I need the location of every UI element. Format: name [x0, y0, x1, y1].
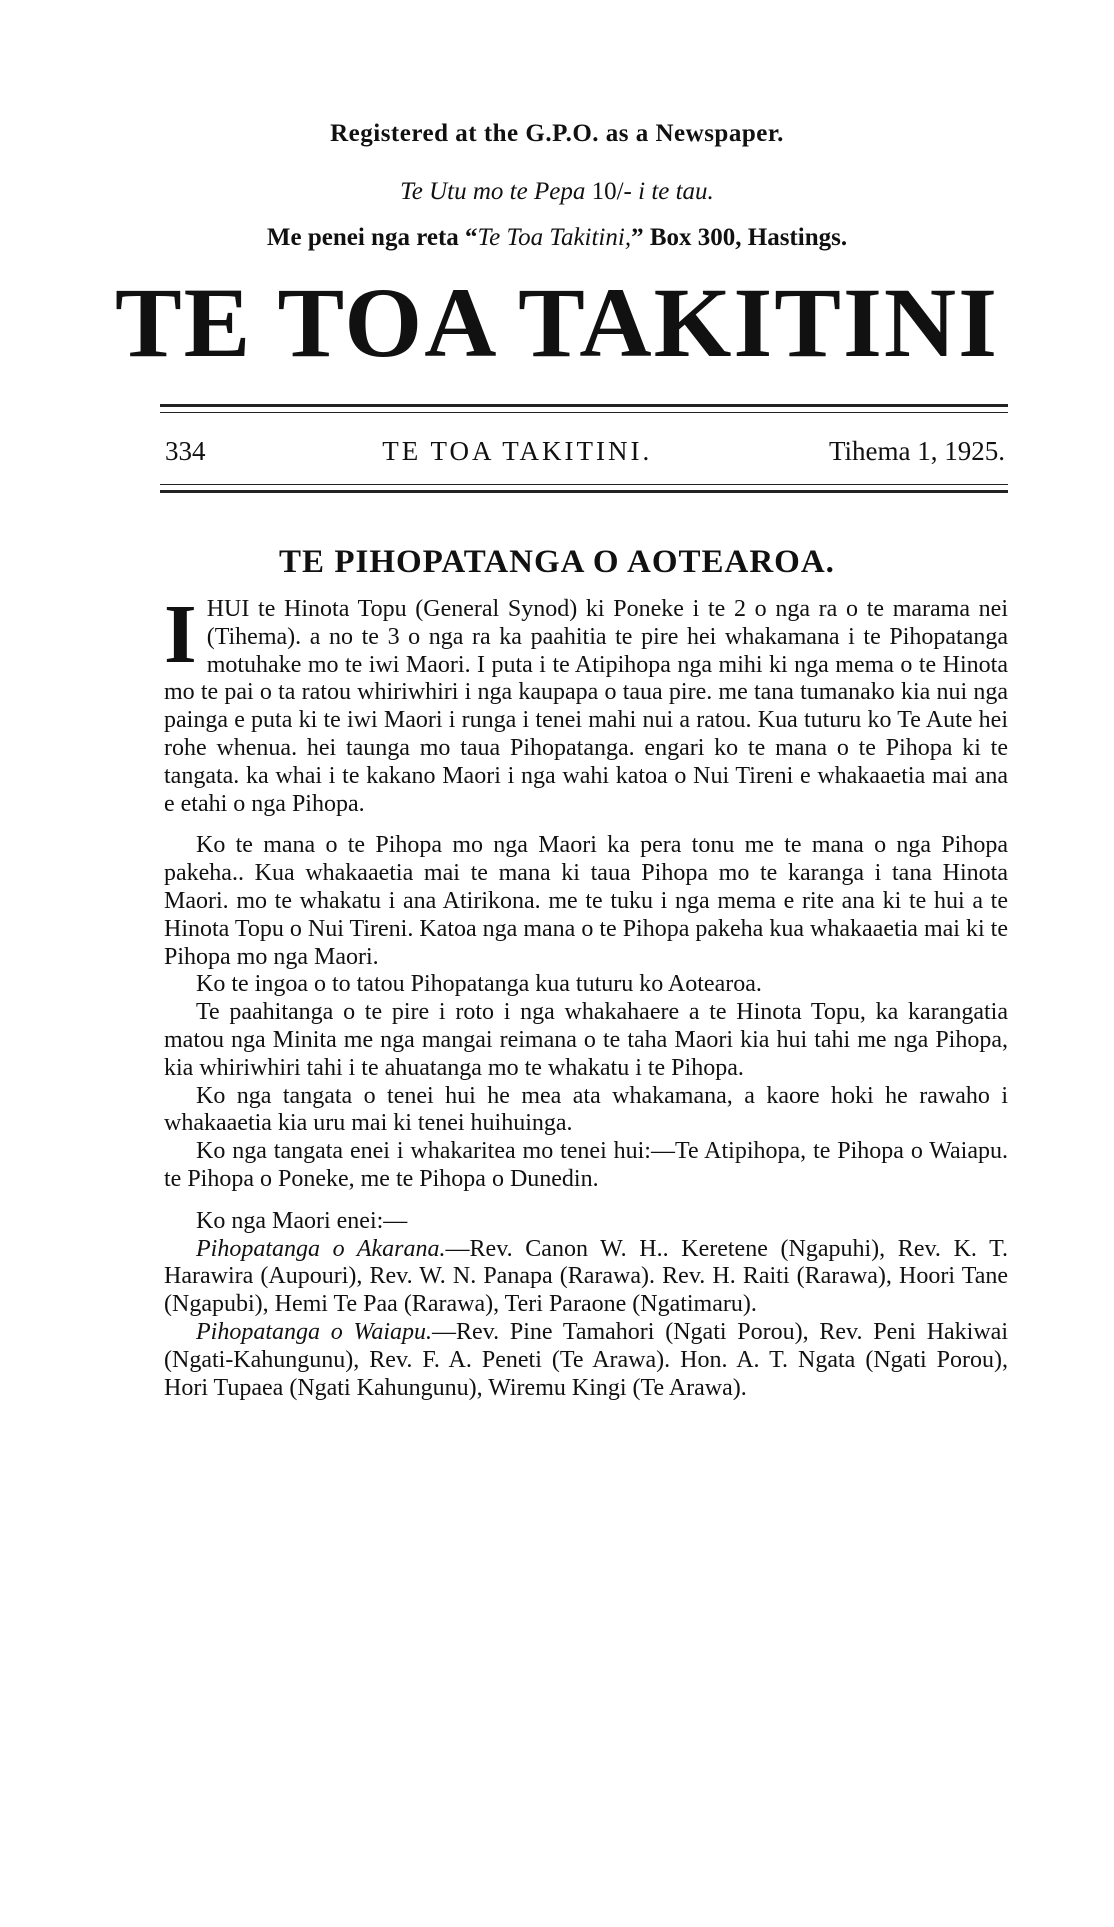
diocese-members: —Rev. Canon W. H.. Keretene (Ngapuhi), Rev. K. T. Harawira (Aupouri), Rev. W. N. Panapa (Rarawa). Rev. H. Raiti (Rarawa), Hoori Tane (Ngapubi), Hemi Te Paa (Rarawa), Teri Paraone (Ngatimaru).	[164, 1235, 1008, 1318]
article-paragraph-4: Te paahitanga o te pire i roto i nga whakahaere a te Hinota Topu, ka karangatia matou nga Minita me nga mangai reimana o te taha Maori kia hui tahi me nga Pihopa, kia whiriwhiri tahi i te ahuatanga mo te whakatu i te Pihopa.	[164, 999, 1008, 1081]
article-paragraph-2: Ko te mana o te Pihopa mo nga Maori ka pera tonu me te mana o nga Pihopa pakeha.. Kua whakaaetia mai te mana ki taua Pihopa mo te karanga i tana Hinota Maori. mo te whakatu i ana Atirikona. me te tuku i nga mema e rite ana ki te hui a te Hinota Topu o Nui Tireni. Katoa nga mana o te Pihopa pakeha kua whakaaetia mai ki te Pihopa mo nga Maori.	[164, 832, 1008, 970]
address-line	[0, 224, 1114, 252]
subscription-line	[0, 178, 1114, 206]
subscription-suffix: i te tau.	[638, 178, 714, 205]
top-rule-thick	[160, 404, 1008, 407]
diocese-entry-akarana	[164, 1236, 1008, 1319]
bottom-rule-thick	[160, 490, 1008, 493]
drop-cap: I	[164, 588, 197, 681]
bottom-rule-thin	[160, 484, 1008, 485]
article-body	[164, 588, 1009, 1402]
diocese-name: Pihopatanga o Akarana.	[196, 1235, 446, 1262]
issue-date: Tihema 1, 1925.	[828, 436, 1005, 466]
diocese-name: Pihopatanga o Waiapu.	[196, 1318, 432, 1345]
article-paragraph-1	[164, 588, 1008, 818]
running-head	[165, 436, 1005, 467]
masthead: TE TOA TAKITINI	[114, 267, 1000, 378]
diocese-entry-waiapu	[164, 1319, 1008, 1402]
article-paragraph-5: Ko nga tangata o tenei hui he mea ata whakamana, a kaore hoki he rawaho i whakaaetia kia uru mai ki tenei huihuinga.	[164, 1082, 1008, 1137]
page-number: 334	[165, 436, 206, 466]
maori-list-intro: Ko nga Maori enei:—	[196, 1207, 408, 1234]
address-prefix: Me penei nga reta “	[266, 224, 478, 251]
article-title: TE PIHOPATANGA O AOTEAROA.	[279, 544, 835, 580]
registration-notice: Registered at the G.P.O. as a Newspaper.	[330, 120, 784, 147]
subscription-price: 10/-	[591, 178, 632, 205]
subscription-prefix: Te Utu mo te Pepa	[400, 178, 586, 205]
article-paragraph-6: Ko nga tangata enei i whakaritea mo tenei hui:—Te Atipihopa, te Pihopa o Waiapu. te Pihopa o Poneke, me te Pihopa o Dunedin.	[164, 1138, 1008, 1192]
diocese-members: —Rev. Pine Tamahori (Ngati Porou), Rev. Peni Hakiwai (Ngati-Kahungunu), Rev. F. A. Peneti (Te Arawa). Hon. A. T. Ngata (Ngati Porou), Hori Tupaea (Ngati Kahungunu), Wiremu Kingi (Te Arawa).	[164, 1318, 1009, 1401]
address-paper-name: Te Toa Takitini,	[477, 224, 632, 251]
top-rule-thin	[160, 412, 1008, 413]
running-title: TE TOA TAKITINI.	[382, 436, 653, 466]
article-paragraph-3: Ko te ingoa o to tatou Pihopatanga kua tuturu ko Aotearoa.	[196, 971, 762, 998]
address-suffix: ” Box 300, Hastings.	[631, 224, 848, 251]
paragraph-text: HUI te Hinota Topu (General Synod) ki Poneke i te 2 o nga ra o te marama nei (Tihema). a no te 3 o nga ra ka paahitia te pire hei whakamana i te Pihopatanga motuhake mo te iwi Maori. I puta i te Atipihopa nga mihi ki nga mema o te Hinota mo te pai o ta ratou whiriwhiri i nga kaupapa o taua pire. me tana tumanako kia nui nga painga e puta ki te iwi Maori i runga i tenei mahi nui a ratou. Kua tuturu ko Te Aute hei rohe whenua. hei taunga mo taua Pihopatanga. engari ko te mana o te Pihopa ki te tangata. ka whai i te kakano Maori i nga wahi katoa o Nui Tireni e whakaaetia mai ana e etahi o nga Pihopa.	[164, 596, 1008, 817]
